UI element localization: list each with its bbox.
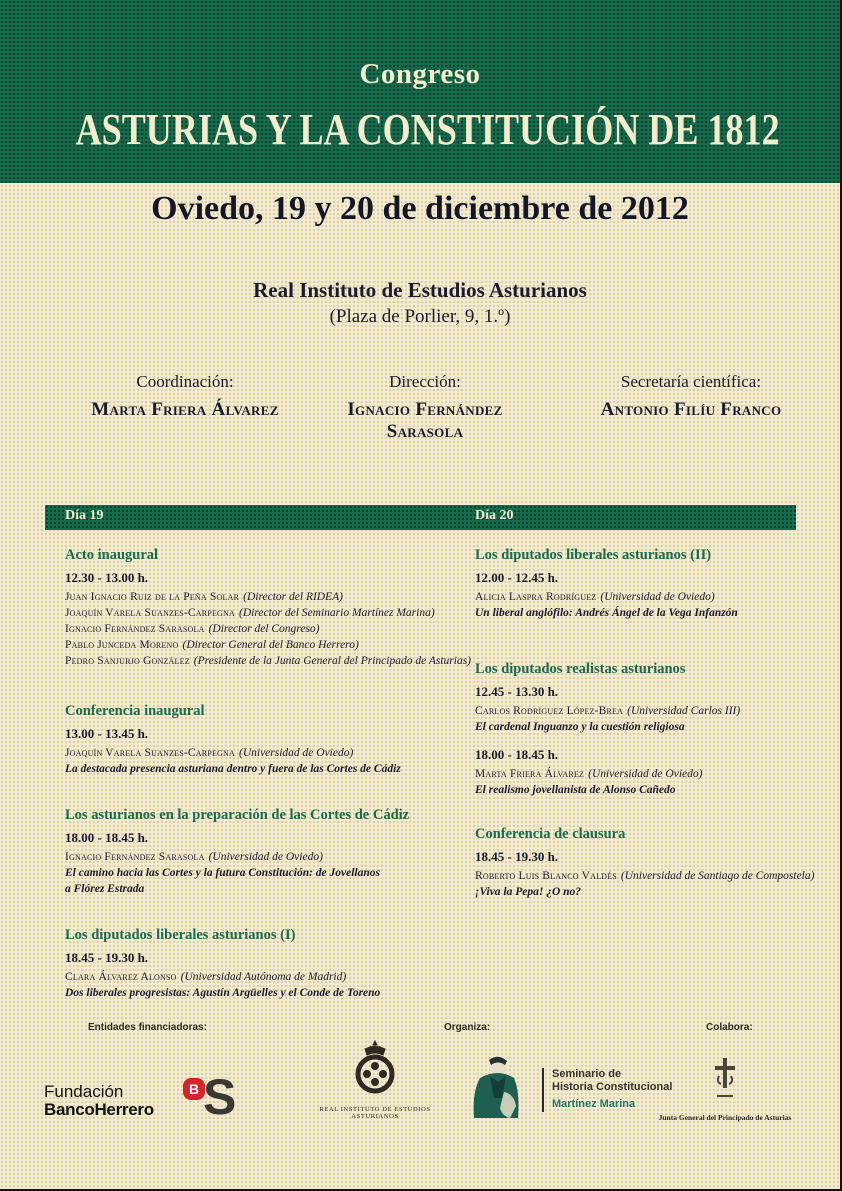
time-slot xyxy=(65,570,470,669)
speaker-affiliation: (Universidad de Oviedo) xyxy=(208,851,323,863)
speaker-line xyxy=(65,969,470,985)
section-title: Los diputados realistas asturianos xyxy=(475,661,686,677)
seminario-line2: Historia Constitucional xyxy=(552,1081,673,1093)
talk-title: La destacada presencia asturiana dentro y fuera de las Cortes de Cádiz xyxy=(65,763,401,775)
speaker-name: Clara Álvarez Alonso xyxy=(65,971,177,983)
day20-column xyxy=(475,547,820,924)
speaker-name: Carlos Rodríguez López-Brea xyxy=(475,705,624,717)
program-section-conferencia-inaugural xyxy=(65,703,470,777)
sabadell-b-icon: B xyxy=(183,1078,205,1100)
section-title: Conferencia inaugural xyxy=(65,703,205,719)
speaker-line xyxy=(475,868,820,884)
venue-name: Real Instituto de Estudios Asturianos xyxy=(253,278,587,302)
talk-title: Dos liberales progresistas: Agustín Argüelles y el Conde de Toreno xyxy=(65,987,381,999)
slot-time: 12.30 - 13.00 h. xyxy=(65,570,149,585)
talk-title: ¡Viva la Pepa! ¿O no? xyxy=(475,886,582,898)
speaker-affiliation: (Universidad de Oviedo) xyxy=(600,591,715,603)
speaker-name: Roberto Luis Blanco Valdés xyxy=(475,870,617,882)
role-person: Antonio Filíu Franco xyxy=(600,399,782,420)
speaker-affiliation: (Universidad Autónoma de Madrid) xyxy=(180,971,347,983)
speaker-name: Joaquín Varela Suanzes-Carpegna xyxy=(65,747,235,759)
speaker-line xyxy=(65,589,470,605)
day-header-bar xyxy=(45,505,796,530)
section-title: Los asturianos en la preparación de las Cortes de Cádiz xyxy=(65,807,410,823)
ridea-logo xyxy=(300,1040,450,1120)
seminario-line1: Seminario de xyxy=(552,1068,622,1080)
speaker-affiliation: (Universidad Carlos III) xyxy=(627,705,741,717)
speaker-affiliation: (Director del Seminario Martínez Marina) xyxy=(238,607,435,619)
poster-title: ASTURIAS Y LA CONSTITUCIÓN DE 1812 xyxy=(75,105,780,154)
role-person: Marta Friera Álvarez xyxy=(91,399,279,420)
role-direction xyxy=(310,372,540,443)
slot-time: 18.45 - 19.30 h. xyxy=(475,849,559,864)
role-coordination xyxy=(40,372,330,421)
speaker-name: Juan Ignacio Ruiz de la Peña Solar xyxy=(65,591,240,603)
speaker-line xyxy=(475,766,820,782)
program-section-clausura xyxy=(475,826,820,900)
venue-address: (Plaza de Porlier, 9, 1.º) xyxy=(329,306,511,327)
junta-crest-icon xyxy=(707,1056,743,1104)
role-label: Dirección: xyxy=(389,372,461,391)
program-section-liberales-1 xyxy=(65,927,470,1001)
speaker-affiliation: (Director del RIDEA) xyxy=(243,591,343,603)
speaker-line xyxy=(65,849,470,865)
junta-general-logo xyxy=(650,1056,800,1122)
speaker-line xyxy=(475,589,820,605)
speaker-name: Marta Friera Álvarez xyxy=(475,768,585,780)
speaker-affiliation: (Universidad de Oviedo) xyxy=(238,747,354,759)
section-title: Los diputados liberales asturianos (II) xyxy=(475,547,712,563)
martinez-marina-figure-icon xyxy=(460,1054,532,1124)
seminario-logo xyxy=(460,1054,680,1126)
section-title: Los diputados liberales asturianos (I) xyxy=(65,927,296,943)
day20-header: Día 20 xyxy=(475,508,514,523)
day19-header: Día 19 xyxy=(65,508,104,523)
banco-herrero-logo xyxy=(44,1083,154,1119)
section-title: Acto inaugural xyxy=(65,547,159,563)
organizer-label: Organiza: xyxy=(444,1022,491,1033)
time-slot xyxy=(475,849,820,900)
program-section-preparacion-cortes xyxy=(65,807,470,897)
speaker-affiliation: (Presidente de la Junta General del Principado de Asturias) xyxy=(193,655,472,667)
slot-time: 13.00 - 13.45 h. xyxy=(65,726,149,741)
speaker-line xyxy=(65,605,470,621)
speaker-name: Ignacio Fernández Sarasola xyxy=(65,851,205,863)
funders-label: Entidades financiadoras: xyxy=(88,1022,207,1033)
speaker-line xyxy=(65,745,470,761)
time-slot xyxy=(65,830,470,897)
slot-time: 18.00 - 18.45 h. xyxy=(65,830,149,845)
section-title: Conferencia de clausura xyxy=(475,826,626,842)
role-person: Ignacio Fernández Sarasola xyxy=(347,399,503,442)
program-section-acto-inaugural xyxy=(65,547,470,669)
time-slot xyxy=(475,570,820,621)
speaker-name: Ignacio Fernández Sarasola xyxy=(65,623,205,635)
day19-column xyxy=(65,547,470,1025)
speaker-line xyxy=(475,703,820,719)
talk-title: a Flórez Estrada xyxy=(65,883,145,895)
talk-title: El cardenal Inguanzo y la cuestión religiosa xyxy=(475,721,685,733)
banco-herrero-line1: Fundación xyxy=(44,1082,124,1101)
speaker-affiliation: (Universidad de Santiago de Compostela) xyxy=(620,870,815,882)
time-slot xyxy=(475,684,820,735)
role-label: Coordinación: xyxy=(136,372,234,391)
seminario-divider xyxy=(542,1068,544,1112)
congress-kicker: Congreso xyxy=(359,58,481,90)
time-slot xyxy=(65,726,470,777)
speaker-line xyxy=(65,637,470,653)
event-dateline: Oviedo, 19 y 20 de diciembre de 2012 xyxy=(151,190,689,227)
program-section-liberales-2 xyxy=(475,547,820,621)
slot-time: 18.45 - 19.30 h. xyxy=(65,950,149,965)
poster-header xyxy=(0,0,840,183)
banco-sabadell-logo xyxy=(183,1069,243,1128)
junta-caption: Junta General del Principado de Asturias xyxy=(658,1113,792,1122)
sabadell-s-icon: S xyxy=(203,1069,237,1125)
role-label: Secretaría científica: xyxy=(620,372,762,391)
slot-time: 12.00 - 12.45 h. xyxy=(475,570,559,585)
speaker-line xyxy=(65,653,470,669)
speaker-line xyxy=(65,621,470,637)
speaker-affiliation: (Director General del Banco Herrero) xyxy=(182,639,359,651)
slot-time: 18.00 - 18.45 h. xyxy=(475,747,559,762)
talk-title: Un liberal anglófilo: Andrés Ángel de la Vega Infanzón xyxy=(475,607,738,619)
ridea-crest-icon xyxy=(352,1040,398,1098)
role-secretary xyxy=(572,372,810,421)
slot-time: 12.45 - 13.30 h. xyxy=(475,684,559,699)
time-slot xyxy=(475,747,820,798)
program-section-realistas xyxy=(475,661,820,798)
speaker-affiliation: (Universidad de Oviedo) xyxy=(588,768,703,780)
speaker-name: Alicia Laspra Rodríguez xyxy=(475,591,597,603)
seminario-line3: Martínez Marina xyxy=(552,1098,636,1110)
banco-herrero-line2: BancoHerrero xyxy=(44,1100,154,1119)
ridea-caption: REAL INSTITUTO DE ESTUDIOS ASTURIANOS xyxy=(319,1106,431,1120)
speaker-affiliation: (Director del Congreso) xyxy=(208,623,320,635)
speaker-name: Joaquín Varela Suanzes-Carpegna xyxy=(65,607,235,619)
speaker-name: Pablo Junceda Moreno xyxy=(65,639,179,651)
talk-title: El camino hacia las Cortes y la futura Constitución: de Jovellanos xyxy=(65,867,381,879)
collaborator-label: Colabora: xyxy=(706,1022,753,1033)
time-slot xyxy=(65,950,470,1001)
talk-title: El realismo jovellanista de Alonso Cañedo xyxy=(475,784,676,796)
speaker-name: Pedro Sanjurjo González xyxy=(65,655,190,667)
